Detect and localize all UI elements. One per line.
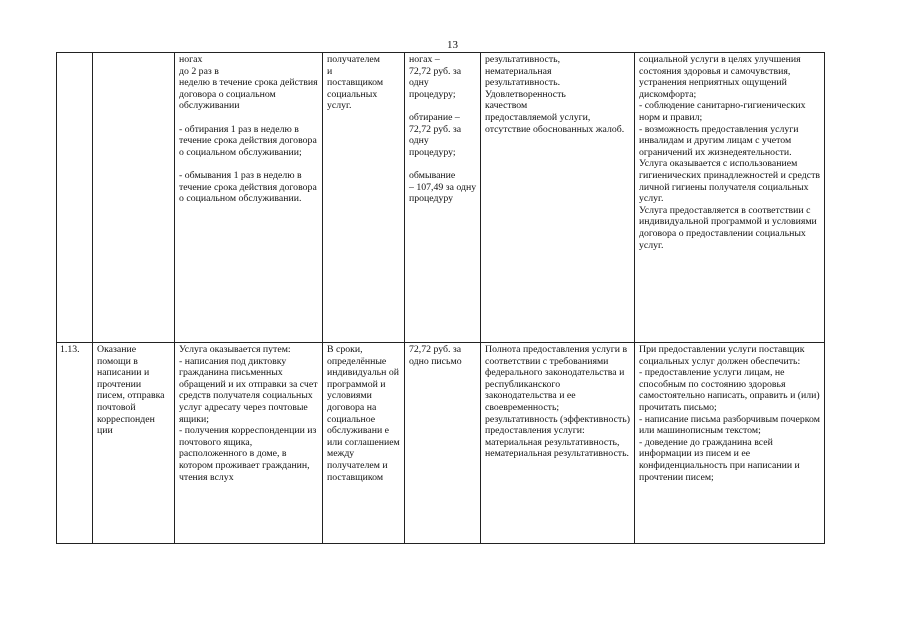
cell-service-conditions: социальной услуги в целях улучшения состояния здоровья и самочувствия, устранения неприятных ощущений дискомфорта; - соблюдение санитарно-гигиенических норм и правил; - возможность предоставления услуги инвалидам и другим лицам с учетом ограничений их жизнедеятельности. Услуга оказывается с использованием гигиенических принадлежностей и средств личной гигиены получателя социальных услуг. Услуга предоставляется в соответствии с индивидуальной программой и условиями договора о предоставлении социальных услуг. bbox=[635, 53, 825, 343]
cell-service-description: Услуга оказывается путем: - написания под диктовку гражданина письменных обращений и их отправки за счет средств получателя социальных услуг адресату через почтовые ящики; - получения корреспонденции из почтового ящика, расположенного в доме, в котором проживает гражданин, чтения вслух bbox=[175, 343, 323, 544]
cell-service-name bbox=[93, 53, 175, 343]
cell-service-conditions: При предоставлении услуги поставщик социальных услуг должен обеспечить: - предоставление услуги лицам, не способным по состоянию здоровья самостоятельно написать, оправить и (или) прочитать письмо; - написание письма разборчивым почерком или машинописным текстом; - доведение до гражданина всей информации из писем и ее конфиденциальность при написании и прочтении писем; bbox=[635, 343, 825, 544]
cell-service-cost: ногах – 72,72 руб. за одну процедуру; обтирание – 72,72 руб. за одну процедуру; обмывание – 107,49 за одну процедуру bbox=[405, 53, 481, 343]
table-row-1-13 bbox=[57, 343, 825, 544]
cell-quality-indicators: результативность, нематериальная результативность. Удовлетворенность качеством предоставляемой услуги, отсутствие обоснованных жалоб. bbox=[481, 53, 635, 343]
cell-service-description: ногах до 2 раз в неделю в течение срока действия договора о социальном обслуживании - обтирания 1 раз в неделю в течение срока действия договора о социальном обслуживании; - обмывания 1 раз в неделю в течение срока действия договора о социальном обслуживании. bbox=[175, 53, 323, 343]
cell-quality-indicators: Полнота предоставления услуги в соответствии с требованиями федерального законодательства и республиканского законодательства и ее своевременность; результативность (эффективность) предоставления услуги: материальная результативность, нематериальная результативность. bbox=[481, 343, 635, 544]
cell-service-terms: получателем и поставщиком социальных услуг. bbox=[323, 53, 405, 343]
cell-service-name: Оказание помощи в написании и прочтении писем, отправка почтовой корреспонден ции bbox=[93, 343, 175, 544]
cell-service-cost: 72,72 руб. за одно письмо bbox=[405, 343, 481, 544]
services-table bbox=[56, 52, 825, 544]
cell-service-terms: В сроки, определённые индивидуальн ой программой и условиями договора на социальное обслуживани е или соглашением между получателем и поставщиком bbox=[323, 343, 405, 544]
cell-row-number bbox=[57, 53, 93, 343]
page-number: 13 bbox=[447, 39, 458, 51]
table-row-continuation bbox=[57, 53, 825, 343]
cell-row-number: 1.13. bbox=[57, 343, 93, 544]
